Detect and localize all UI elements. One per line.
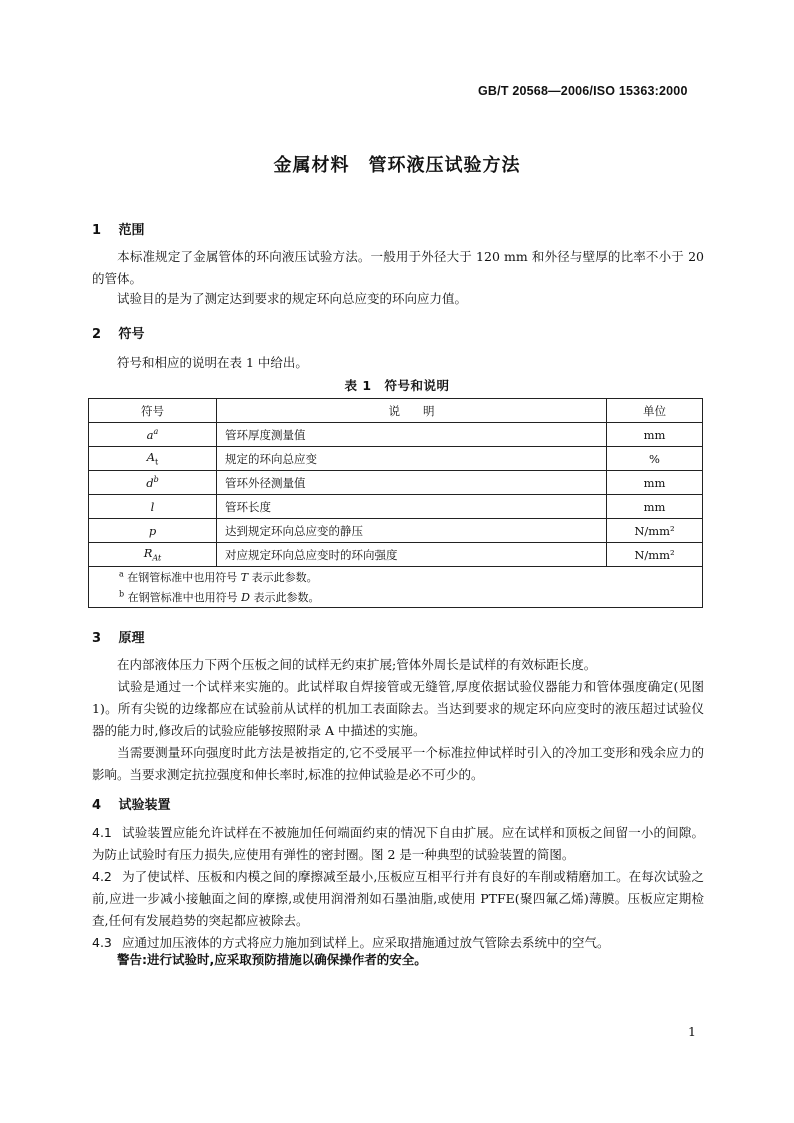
header-symbol: 符号 bbox=[89, 399, 217, 423]
description-cell: 管环外径测量值 bbox=[217, 471, 607, 495]
section-number: 1 bbox=[92, 223, 102, 238]
unit-cell: N/mm² bbox=[607, 543, 703, 567]
paragraph bbox=[92, 742, 704, 786]
paragraph-text: 当需要测量环向强度时此方法是被指定的,它不受展平一个标准拉伸试样时引入的冷加工变形和残余应力的影响。当要求测定抗拉强度和伸长率时,标准的拉伸试验是必不可少的。 bbox=[92, 745, 704, 782]
standard-code: GB/T 20568—2006/ISO 15363:2000 bbox=[478, 84, 688, 98]
paragraph-text: 试验是通过一个试样来实施的。此试样取自焊接管或无缝管,厚度依据试验仪器能力和管体强度确定(见图 1)。所有尖锐的边缘都应在试验前从试样的机加工表面除去。当达到要求的规定环向应变时的液压超过试验仪器的能力时,修改后的试验应能够按照附录 A 中描述的实施。 bbox=[92, 679, 704, 738]
symbol-cell: $R_{At}$ bbox=[89, 543, 217, 567]
paragraph bbox=[92, 352, 704, 374]
document-title: 金属材料 管环液压试验方法 bbox=[273, 155, 521, 176]
safety-warning: 警告:进行试验时,应采取预防措施以确保操作者的安全。 bbox=[117, 952, 427, 967]
unit-cell: mm bbox=[607, 423, 703, 447]
unit-cell: % bbox=[607, 447, 703, 471]
description-cell: 对应规定环向总应变时的环向强度 bbox=[217, 543, 607, 567]
paragraph bbox=[92, 676, 704, 742]
table-row bbox=[89, 543, 703, 567]
paragraph-text: 试验目的是为了测定达到要求的规定环向总应变的环向应力值。 bbox=[117, 291, 468, 306]
unit-cell: mm bbox=[607, 471, 703, 495]
header-unit: 单位 bbox=[607, 399, 703, 423]
section-number: 4 bbox=[92, 798, 102, 813]
symbol-cell: $a^a$ bbox=[89, 423, 217, 447]
table-row bbox=[89, 447, 703, 471]
description-cell: 达到规定环向总应变的静压 bbox=[217, 519, 607, 543]
clause-text: 试验装置应能允许试样在不被施加任何端面约束的情况下自由扩展。应在试样和顶板之间留一小的间隙。为防止试验时有压力损失,应使用有弹性的密封圈。图 2 是一种典型的试验装置的简图。 bbox=[92, 825, 704, 862]
unit-cell: mm bbox=[607, 495, 703, 519]
section-3-heading bbox=[92, 627, 145, 646]
clause bbox=[92, 866, 704, 932]
unit-cell: N/mm² bbox=[607, 519, 703, 543]
symbol-cell: $A_t$ bbox=[89, 447, 217, 471]
table-row bbox=[89, 519, 703, 543]
header-description: 说 明 bbox=[217, 399, 607, 423]
clause-number: 4.3 bbox=[92, 935, 112, 950]
description-cell: 规定的环向总应变 bbox=[217, 447, 607, 471]
symbol-cell: p bbox=[89, 519, 217, 543]
clause-text: 应通过加压液体的方式将应力施加到试样上。应采取措施通过放气管除去系统中的空气。 bbox=[122, 935, 610, 950]
section-2-heading bbox=[92, 323, 145, 342]
section-number: 3 bbox=[92, 631, 102, 646]
description-cell: 管环厚度测量值 bbox=[217, 423, 607, 447]
clause-number: 4.1 bbox=[92, 825, 112, 840]
table-row bbox=[89, 423, 703, 447]
section-number: 2 bbox=[92, 327, 102, 342]
symbol-cell: $d^b$ bbox=[89, 471, 217, 495]
clause-text: 为了使试样、压板和内模之间的摩擦减至最小,压板应互相平行并有良好的车削或精磨加工。在每次试验之前,应进一步减小接触面之间的摩擦,或使用润滑剂如石墨油脂,或使用 PTFE(聚四氟乙烯)薄膜。压板应定期检查,任何有发展趋势的突起都应被除去。 bbox=[92, 869, 704, 928]
table-footnote-row bbox=[89, 567, 703, 588]
paragraph-text: 在内部液体压力下两个压板之间的试样无约束扩展;管体外周长是试样的有效标距长度。 bbox=[117, 657, 597, 672]
table-row bbox=[89, 471, 703, 495]
table-footnote: $^a$ 在钢管标准中也用符号 T 表示此参数。 bbox=[89, 567, 703, 588]
section-title: 原理 bbox=[118, 631, 145, 646]
table-footnote-row bbox=[89, 587, 703, 608]
table-footnote: $^b$ 在钢管标准中也用符号 D 表示此参数。 bbox=[89, 587, 703, 608]
clause-number: 4.2 bbox=[92, 869, 112, 884]
table-row bbox=[89, 495, 703, 519]
paragraph bbox=[92, 288, 704, 310]
page-number: 1 bbox=[688, 1024, 696, 1039]
clause bbox=[92, 822, 704, 866]
section-title: 试验装置 bbox=[118, 798, 171, 813]
section-1-heading bbox=[92, 219, 145, 238]
symbols-table bbox=[88, 398, 703, 608]
paragraph bbox=[92, 654, 704, 676]
table-header-row bbox=[89, 399, 703, 423]
paragraph bbox=[92, 246, 704, 290]
table-caption: 表 1 符号和说明 bbox=[344, 378, 450, 393]
section-4-heading bbox=[92, 794, 171, 813]
section-title: 范围 bbox=[118, 223, 145, 238]
paragraph-text: 本标准规定了金属管体的环向液压试验方法。一般用于外径大于 120 mm 和外径与壁厚的比率不小于 20 的管体。 bbox=[92, 249, 704, 286]
paragraph-text: 符号和相应的说明在表 1 中给出。 bbox=[117, 355, 308, 370]
symbol-cell: l bbox=[89, 495, 217, 519]
description-cell: 管环长度 bbox=[217, 495, 607, 519]
section-title: 符号 bbox=[118, 327, 145, 342]
